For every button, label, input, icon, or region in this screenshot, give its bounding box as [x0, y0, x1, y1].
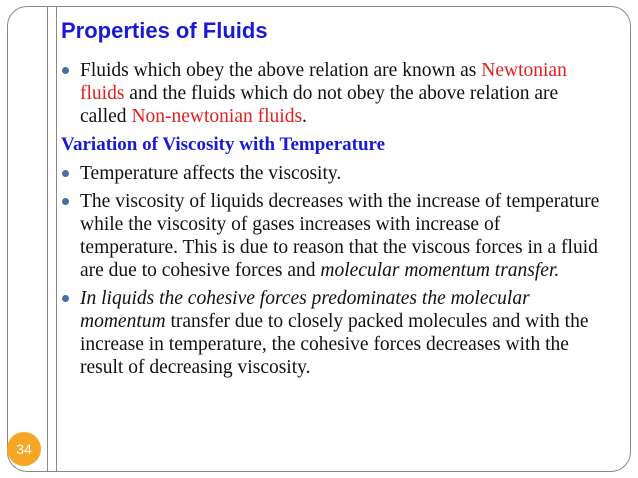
italic-text: molecular momentum transfer. [320, 260, 560, 281]
slide-title: Properties of Fluids [61, 18, 268, 43]
bullet-temperature [62, 162, 602, 185]
term-non-newtonian-fluids: Non-newtonian fluids [131, 106, 303, 127]
bullet-text: Temperature affects the viscosity. [80, 163, 342, 184]
bullet-text: transfer due to closely packed molecules and with the increase in temperature, the cohesive forces decreases with the result of decreasing viscosity. [80, 311, 589, 378]
bullet-text: . [302, 106, 307, 127]
section-subheading: Variation of Viscosity with Temperature [61, 134, 386, 155]
slide-side-bar [47, 6, 57, 472]
bullet-text: Fluids which obey the above relation are known as [80, 60, 482, 81]
slide-number-badge: 34 [7, 432, 41, 466]
slide-content [62, 59, 602, 384]
bullet-newtonian [62, 59, 602, 128]
bullet-text: The viscosity of liquids decreases with the increase of temperature while the viscosity of gases increases with increase of temperature. This is due to reason that the viscous forces in a fluid are due to cohesive forces and [80, 191, 600, 281]
bullet-viscosity-liquids-gases [62, 190, 602, 282]
italic-text: In liquids the cohesive forces predominates the molecular momentum [80, 288, 530, 332]
bullet-text: and the fluids which do not obey the above relation are called [80, 83, 559, 127]
bullet-cohesive-forces [62, 287, 602, 379]
term-newtonian-fluids: Newtonian fluids [80, 60, 567, 104]
